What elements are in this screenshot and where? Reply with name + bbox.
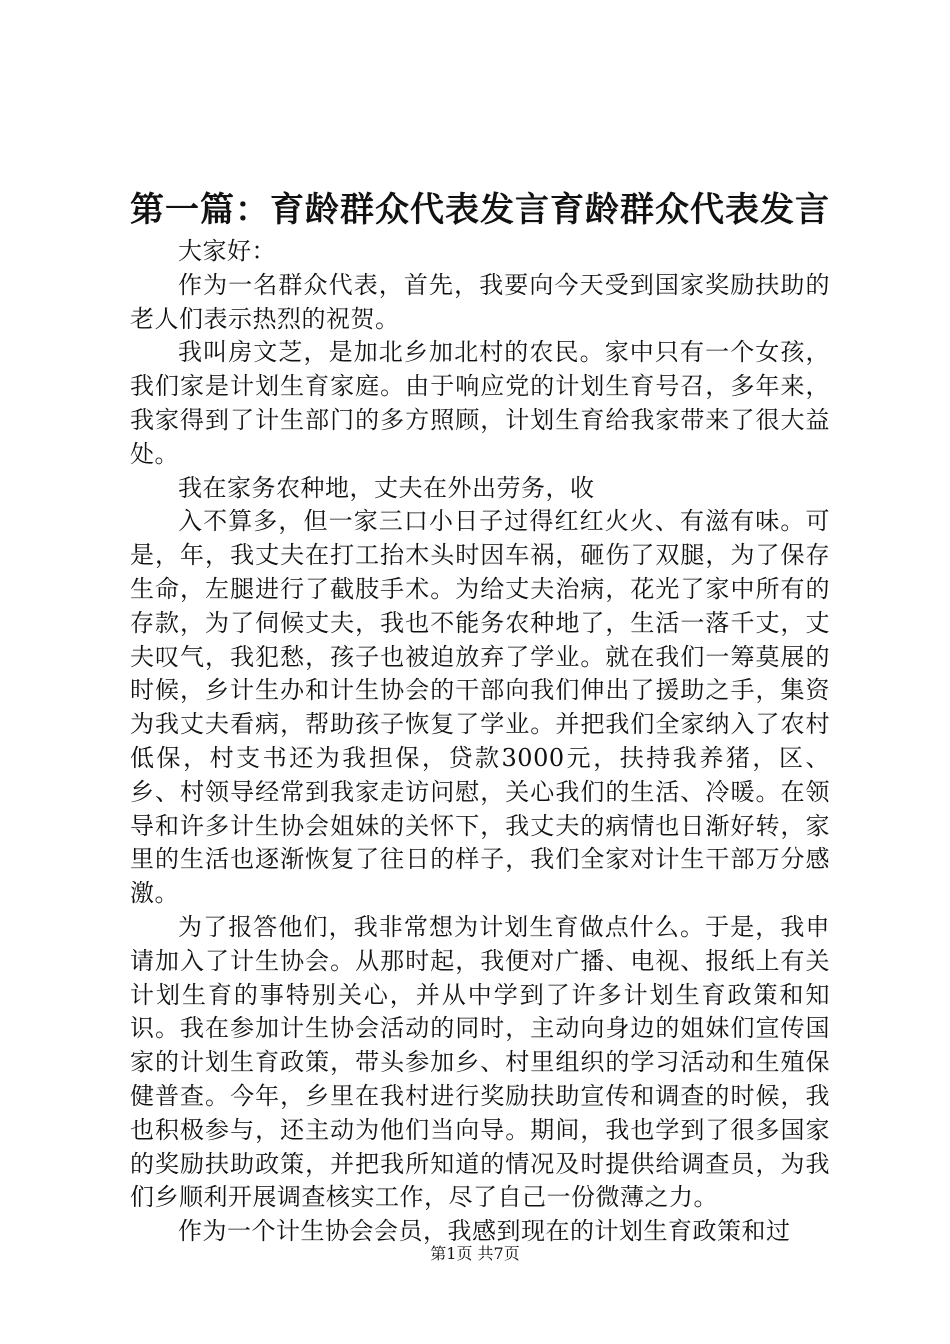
paragraph: 我叫房文芝，是加北乡加北村的农民。家中只有一个女孩，我们家是计划生育家庭。由于响应党的计划生育号召，多年来，我家得到了计生部门的多方照顾，计划生育给我家带来了很大益处。 [130,338,830,468]
paragraph: 为了报答他们，我非常想为计划生育做点什么。于是，我申请加入了计生协会。从那时起，我便对广播、电视、报纸上有关计划生育的事特别关心，并从中学到了许多计划生育政策和知识。我在参加计生协会活动的同时，主动向身边的姐妹们宣传国家的计划生育政策，带头参加乡、村里组织的学习活动和生殖保健普查。今年，乡里在我村进行奖励扶助宣传和调查的时候，我也积极参与，还主动为他们当向导。期间，我也学到了很多国家的奖励扶助政策，并把我所知道的情况及时提供给调查员，为我们乡顺利开展调查核实工作，尽了自己一份微薄之力。 [130,912,830,1212]
paragraph: 入不算多，但一家三口小日子过得红红火火、有滋有味。可是，年，我丈夫在打工抬木头时因车祸，砸伤了双腿，为了保存生命，左腿进行了截肢手术。为给丈夫治病，花光了家中所有的存款，为了伺候丈夫，我也不能务农种地了，生活一落千丈，丈夫叹气，我犯愁，孩子也被迫放弃了学业。就在我们一筹莫展的时候，乡计生办和计生协会的干部向我们伸出了援助之手，集资为我丈夫看病，帮助孩子恢复了学业。并把我们全家纳入了农村低保，村支书还为我担保，贷款3000元，扶持我养猪，区、乡、村领导经常到我家走访问慰，关心我们的生活、冷暖。在领导和许多计生协会姐妹的关怀下，我丈夫的病情也日渐好转，家里的生活也逐渐恢复了往日的样子，我们全家对计生干部万分感激。 [130,507,830,908]
document-title: 第一篇：育龄群众代表发言育龄群众代表发言 [130,190,830,230]
paragraph: 作为一个计生协会会员，我感到现在的计划生育政策和过 [178,1217,791,1246]
paragraph: 我在家务农种地，丈夫在外出劳务，收 [178,473,595,502]
paragraph-greeting: 大家好： [178,237,276,265]
paragraph: 作为一名群众代表，首先，我要向今天受到国家奖励扶助的老人们表示热烈的祝贺。 [130,270,830,333]
page-footer: 第1页 共7页 [430,1244,520,1263]
document-body [130,235,830,1249]
